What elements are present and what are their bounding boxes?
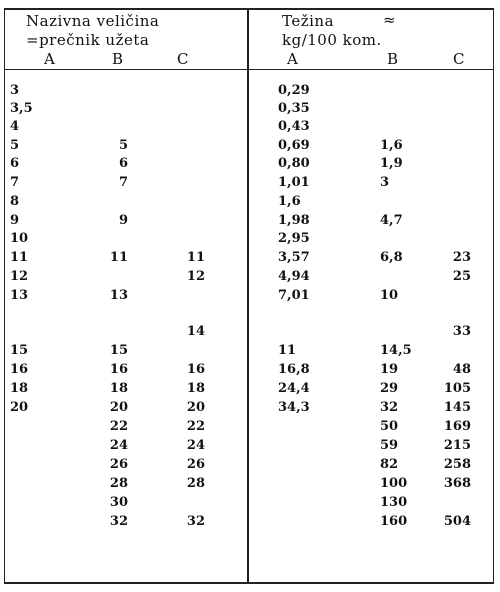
left-col-b: B bbox=[112, 50, 124, 68]
cell-weight-b: 160 bbox=[380, 514, 408, 529]
left-header-line2: =prečnik užeta bbox=[26, 31, 150, 49]
cell-nominal-a: 7 bbox=[10, 175, 20, 190]
cell-weight-c: 33 bbox=[452, 324, 471, 339]
cell-weight-a: 7,01 bbox=[278, 288, 310, 303]
left-col-a: A bbox=[44, 50, 55, 68]
cell-nominal-a: 12 bbox=[10, 269, 29, 284]
cell-nominal-a: 18 bbox=[10, 381, 29, 396]
right-col-c: C bbox=[453, 50, 465, 68]
cell-nominal-a: 15 bbox=[10, 343, 29, 358]
cell-nominal-b: 13 bbox=[109, 288, 128, 303]
cell-weight-a: 16,8 bbox=[278, 362, 310, 377]
cell-weight-b: 82 bbox=[380, 457, 399, 472]
cell-weight-a: 4,94 bbox=[278, 269, 310, 284]
cell-nominal-a: 20 bbox=[10, 400, 29, 415]
cell-weight-b: 6,8 bbox=[380, 250, 403, 265]
right-header-line2: kg/100 kom. bbox=[282, 31, 382, 49]
cell-nominal-c: 16 bbox=[186, 362, 205, 377]
left-border bbox=[4, 8, 5, 584]
cell-nominal-a: 4 bbox=[10, 119, 20, 134]
cell-weight-c: 105 bbox=[443, 381, 471, 396]
cell-nominal-a: 3 bbox=[10, 83, 20, 98]
cell-weight-b: 10 bbox=[380, 288, 399, 303]
cell-nominal-b: 28 bbox=[109, 476, 128, 491]
cell-weight-a: 24,4 bbox=[278, 381, 310, 396]
right-col-b: B bbox=[387, 50, 399, 68]
cell-weight-a: 0,69 bbox=[278, 138, 310, 153]
cell-nominal-b: 24 bbox=[109, 438, 128, 453]
cell-weight-b: 29 bbox=[380, 381, 399, 396]
cell-weight-a: 1,98 bbox=[278, 213, 310, 228]
right-border bbox=[493, 8, 494, 584]
cell-nominal-c: 14 bbox=[186, 324, 205, 339]
cell-nominal-a: 6 bbox=[10, 156, 20, 171]
cell-nominal-c: 28 bbox=[186, 476, 205, 491]
cell-nominal-a: 5 bbox=[10, 138, 20, 153]
cell-weight-b: 14,5 bbox=[380, 343, 412, 358]
cell-nominal-b: 6 bbox=[118, 156, 128, 171]
cell-weight-c: 215 bbox=[443, 438, 471, 453]
cell-weight-c: 145 bbox=[443, 400, 471, 415]
cell-nominal-a: 9 bbox=[10, 213, 20, 228]
cell-nominal-b: 9 bbox=[118, 213, 128, 228]
cell-nominal-b: 11 bbox=[109, 250, 128, 265]
cell-nominal-a: 16 bbox=[10, 362, 29, 377]
cell-nominal-c: 18 bbox=[186, 381, 205, 396]
cell-weight-a: 3,57 bbox=[278, 250, 310, 265]
cell-nominal-b: 32 bbox=[109, 514, 128, 529]
cell-nominal-a: 3,5 bbox=[10, 101, 33, 116]
cell-weight-b: 59 bbox=[380, 438, 399, 453]
cell-nominal-b: 20 bbox=[109, 400, 128, 415]
cell-nominal-c: 20 bbox=[186, 400, 205, 415]
bottom-rule bbox=[4, 582, 494, 584]
left-header-line1: Nazivna veličina bbox=[26, 12, 160, 30]
cell-weight-b: 19 bbox=[380, 362, 399, 377]
left-col-c: C bbox=[177, 50, 189, 68]
cell-weight-c: 504 bbox=[443, 514, 471, 529]
cell-nominal-a: 11 bbox=[10, 250, 29, 265]
cell-nominal-b: 30 bbox=[109, 495, 128, 510]
cell-weight-a: 1,6 bbox=[278, 194, 301, 209]
cell-weight-b: 130 bbox=[380, 495, 408, 510]
cell-weight-c: 169 bbox=[443, 419, 471, 434]
cell-nominal-c: 12 bbox=[186, 269, 205, 284]
right-col-a: A bbox=[287, 50, 298, 68]
cell-weight-c: 25 bbox=[452, 269, 471, 284]
cell-nominal-b: 22 bbox=[109, 419, 128, 434]
right-header-line1: Težina bbox=[282, 12, 335, 30]
cell-weight-b: 3 bbox=[380, 175, 390, 190]
cell-weight-a: 0,80 bbox=[278, 156, 310, 171]
cell-weight-b: 4,7 bbox=[380, 213, 403, 228]
cell-nominal-b: 16 bbox=[109, 362, 128, 377]
cell-nominal-a: 10 bbox=[10, 231, 29, 246]
cell-weight-a: 0,35 bbox=[278, 101, 310, 116]
header-rule bbox=[4, 69, 494, 70]
cell-weight-a: 0,43 bbox=[278, 119, 310, 134]
cell-weight-c: 368 bbox=[443, 476, 471, 491]
cell-weight-b: 32 bbox=[380, 400, 399, 415]
cell-nominal-c: 24 bbox=[186, 438, 205, 453]
cell-weight-c: 48 bbox=[452, 362, 471, 377]
cell-weight-b: 1,9 bbox=[380, 156, 403, 171]
cell-weight-c: 23 bbox=[452, 250, 471, 265]
cell-weight-b: 50 bbox=[380, 419, 399, 434]
cell-weight-b: 1,6 bbox=[380, 138, 403, 153]
cell-nominal-b: 7 bbox=[118, 175, 128, 190]
cell-weight-c: 258 bbox=[443, 457, 471, 472]
cell-weight-a: 0,29 bbox=[278, 83, 310, 98]
cell-weight-a: 2,95 bbox=[278, 231, 310, 246]
cell-weight-b: 100 bbox=[380, 476, 408, 491]
cell-weight-a: 1,01 bbox=[278, 175, 310, 190]
cell-nominal-b: 15 bbox=[109, 343, 128, 358]
cell-nominal-c: 22 bbox=[186, 419, 205, 434]
cell-nominal-b: 18 bbox=[109, 381, 128, 396]
cell-nominal-a: 8 bbox=[10, 194, 20, 209]
cell-nominal-a: 13 bbox=[10, 288, 29, 303]
top-rule bbox=[4, 8, 494, 10]
cell-nominal-c: 11 bbox=[186, 250, 205, 265]
cell-nominal-b: 26 bbox=[109, 457, 128, 472]
center-divider bbox=[247, 8, 249, 584]
cell-nominal-c: 26 bbox=[186, 457, 205, 472]
right-header-approx: ≈ bbox=[383, 11, 397, 29]
cell-nominal-c: 32 bbox=[186, 514, 205, 529]
cell-weight-a: 11 bbox=[278, 343, 297, 358]
cell-weight-a: 34,3 bbox=[278, 400, 310, 415]
cell-nominal-b: 5 bbox=[118, 138, 128, 153]
